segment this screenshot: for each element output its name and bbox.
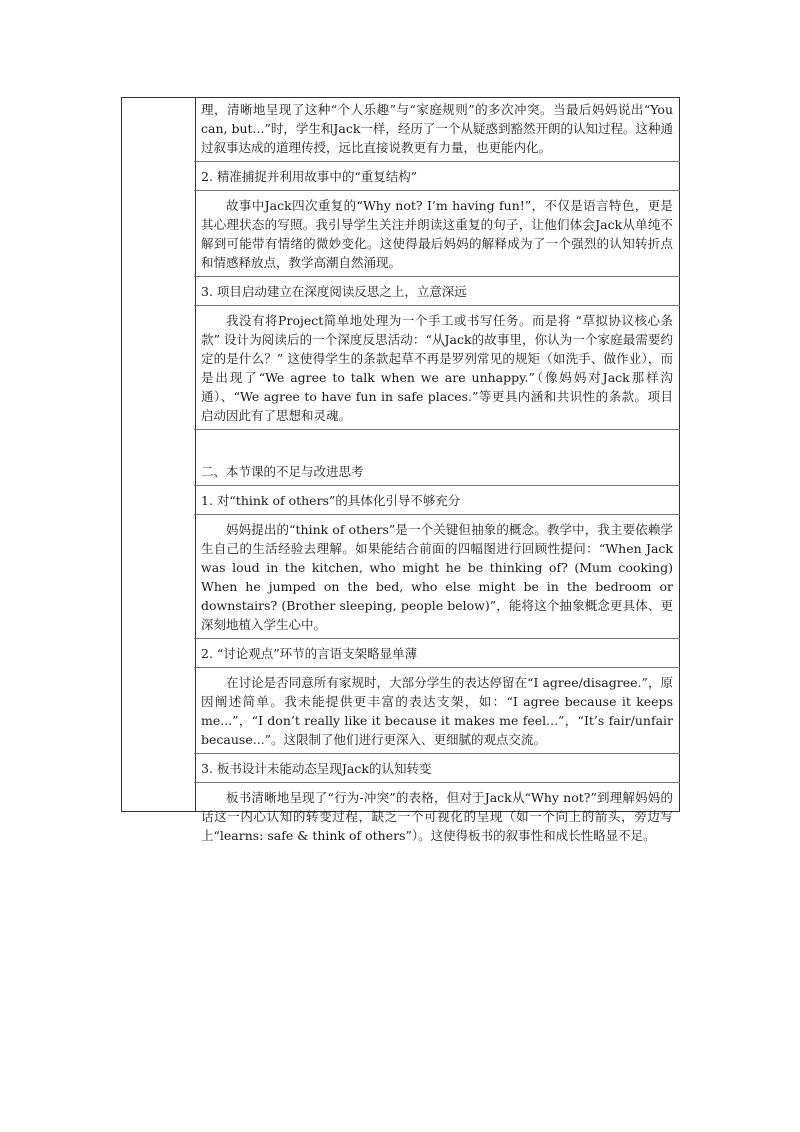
body-paragraph: 在讨论是否同意所有家规时，大部分学生的表达停留在“I agree/disagree.”，原因阐述简单。我未能提供更丰富的表达支架，如：“I agree because it keeps me...”，“I don’t really like it because it makes me feel...”，“It’s fair/unfair because...”。这限制了他们进行更深入、更细腻的观点交流。 [201, 675, 673, 747]
reflection-table [121, 97, 680, 843]
row-divider [194, 514, 680, 515]
section-heading: 2. 精准捕捉并利用故事中的“重复结构” [201, 169, 418, 184]
row-divider [194, 190, 680, 191]
row-divider [194, 638, 680, 639]
row-divider [194, 161, 680, 162]
row-divider [194, 667, 680, 668]
row-divider [194, 429, 680, 430]
row-divider [194, 276, 680, 277]
section-heading: 3. 板书设计未能动态呈现Jack的认知转变 [201, 761, 432, 776]
row-divider [194, 485, 680, 486]
part-heading: 二、本节课的不足与改进思考 [201, 464, 364, 479]
table-column-divider [195, 98, 196, 811]
continuation-paragraph: 理，清晰地呈现了这种“个人乐趣”与“家庭规则”的多次冲突。当最后妈妈说出“You can, but...”时，学生和Jack一样，经历了一个从疑惑到豁然开朗的认知过程。这种通过叙事达成的道理传授，远比直接说教更有力量，也更能内化。 [201, 102, 673, 155]
body-paragraph: 故事中Jack四次重复的“Why not? I’m having fun!”，不仅是语言特色，更是其心理状态的写照。我引导学生关注并朗读这重复的句子，让他们体会Jack从单纯不解到可能带有情绪的微妙变化。这使得最后妈妈的解释成为了一个强烈的认知转折点和情感释放点，教学高潮自然涌现。 [201, 198, 673, 270]
body-paragraph: 妈妈提出的“think of others”是一个关键但抽象的概念。教学中，我主要依赖学生自己的生活经验去理解。如果能结合前面的四幅图进行回顾性提问：“When Jack was loud in the kitchen, who might he be thinking of? (Mum cooking) When he jumped on the bed, who else might be in the bedroom or downstairs? (Brother sleeping, people below)”，能将这个抽象概念更具体、更深刻地植入学生心中。 [201, 522, 673, 632]
blank-line [201, 435, 673, 462]
row-divider [194, 782, 680, 783]
section-heading: 1. 对“think of others”的具体化引导不够充分 [201, 493, 461, 508]
section-heading: 2. “讨论观点”环节的言语支架略显单薄 [201, 646, 418, 661]
body-paragraph: 我没有将Project简单地处理为一个手工或书写任务。而是将 “草拟协议核心条款” 设计为阅读后的一个深度反思活动：“从Jack的故事里，你认为一个家庭最需要约定的是什么？” 这使得学生的条款起草不再是罗列常见的规矩（如洗手、做作业），而是出现了“We agree to talk when we are unhappy.”（像妈妈对Jack那样沟通）、“We agree to have fun in safe places.”等更具内涵和共识性的条款。项目启动因此有了思想和灵魂。 [201, 313, 673, 423]
row-divider [194, 753, 680, 754]
row-divider [194, 305, 680, 306]
body-paragraph: 板书清晰地呈现了“行为-冲突”的表格，但对于Jack从“Why not?”到理解妈妈的话这一内心认知的转变过程，缺乏一个可视化的呈现（如一个向上的箭头，旁边写上“learns: safe & think of others”）。这使得板书的叙事性和成长性略显不足。 [201, 790, 673, 843]
reflection-content-cell [201, 100, 673, 845]
section-heading: 3. 项目启动建立在深度阅读反思之上，立意深远 [201, 284, 467, 299]
